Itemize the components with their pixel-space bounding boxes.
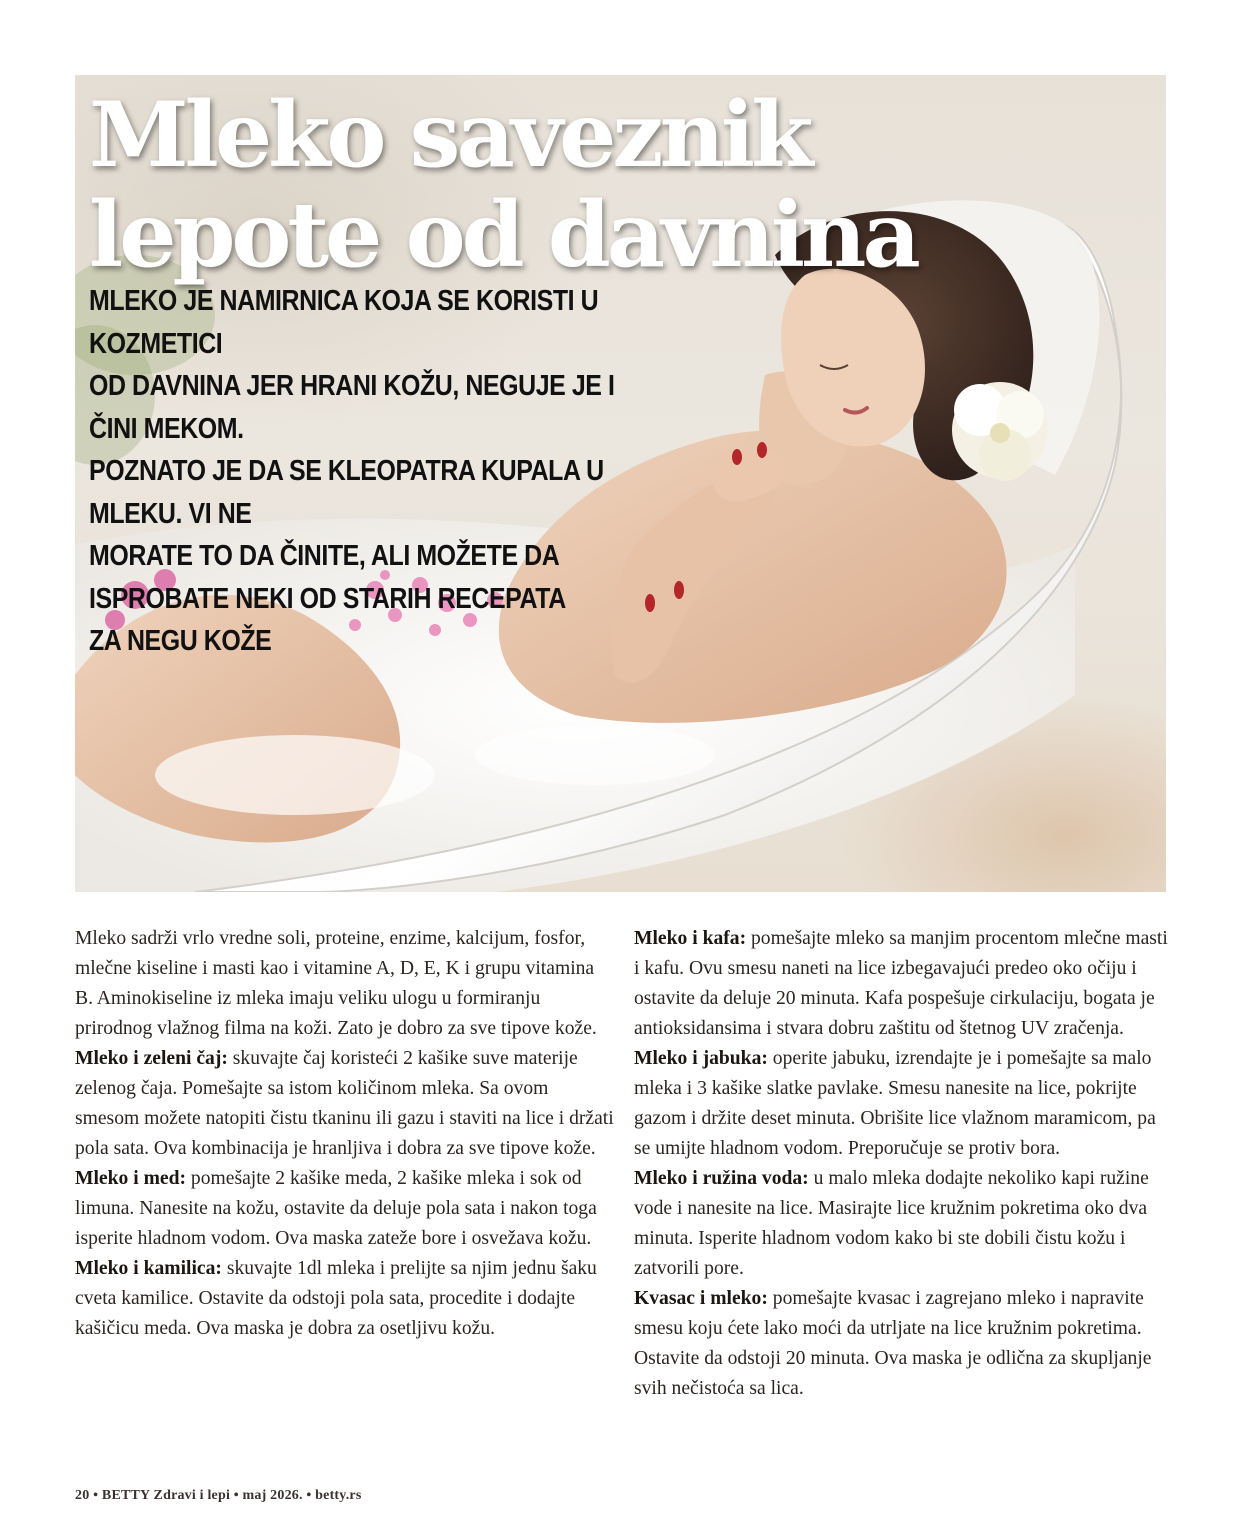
- recipe-text: pomešajte 2 kašike meda, 2 kašike mleka i sok od limuna. Nanesite na kožu, ostavite da deluje pola sata i nakon toga isperite hladnom vodom. Ova maska zateže bore i osvežava kožu.: [75, 1168, 597, 1249]
- recipe-apple: [634, 1044, 1169, 1164]
- article-lead: MLEKO JE NAMIRNICA KOJA SE KORISTI U KOZMETICI OD DAVNINA JER HRANI KOŽU, NEGUJE JE I ČINI MEKOM. POZNATO JE DA SE KLEOPATRA KUPALA U MLEKU. VI NE MORATE TO DA ČINITE, ALI MOŽETE DA ISPROBATE NEKI OD STARIH RECEPATA ZA NEGU KOŽE: [89, 285, 615, 657]
- recipe-chamomile: [75, 1254, 615, 1344]
- recipe-green-tea: [75, 1044, 615, 1164]
- recipe-coffee: [634, 924, 1169, 1044]
- recipe-text: operite jabuku, izrendajte je i pomešajte sa malo mleka i 3 kašike slatke pavlake. Smesu nanesite na lice, pokrijte gazom i držite deset minuta. Obrišite lice vlažnom maramicom, pa se umijte hladnom vodom. Preporučuje se protiv bora.: [634, 1048, 1156, 1159]
- left-column: [75, 924, 615, 1344]
- recipe-text: u malo mleka dodajte nekoliko kapi ružine vode i nanesite na lice. Masirajte lice kružnim pokretima oko dva minuta. Isperite hladnom vodom kako bi ste dobili čistu kožu i zatvorili pore.: [634, 1168, 1149, 1279]
- recipe-text: skuvajte čaj koristeći 2 kašike suve materije zelenog čaja. Pomešajte sa istom količinom mleka. Sa ovom smesom možete natopiti čistu tkaninu ili gazu i staviti na lice i držati pola sata. Ova kombinacija je hranljiva i dobra za sve tipove kože.: [75, 1048, 614, 1159]
- intro-paragraph: Mleko sadrži vrlo vredne soli, proteine, enzime, kalcijum, fosfor, mlečne kiseline i masti kao i vitamine A, D, E, K i grupu vitamina B. Aminokiseline iz mleka imaju veliku ulogu u formiranju prirodnog vlažnog filma na koži. Zato je dobro za sve tipove kože.: [75, 928, 597, 1039]
- recipe-yeast: [634, 1284, 1169, 1404]
- recipe-name: Mleko i jabuka:: [634, 1048, 768, 1069]
- right-column: [634, 924, 1169, 1404]
- recipe-name: Mleko i ružina voda:: [634, 1168, 809, 1189]
- recipe-name: Kvasac i mleko:: [634, 1288, 768, 1309]
- recipe-text: pomešajte mleko sa manjim procentom mlečne masti i kafu. Ovu smesu naneti na lice izbegavajući predeo oko očiju i ostavite da deluje 20 minuta. Kafa pospešuje cirkulaciju, bogata je antioksidansima i stvara dobru zaštitu od štetnog UV zračenja.: [634, 928, 1168, 1039]
- recipe-name: Mleko i zeleni čaj:: [75, 1048, 228, 1069]
- recipe-rose-water: [634, 1164, 1169, 1284]
- hero-photo: [75, 75, 1166, 892]
- recipe-name: Mleko i kafa:: [634, 928, 747, 949]
- article-title: Mleko saveznik lepote od davnina: [89, 82, 917, 288]
- recipe-text: pomešajte kvasac i zagrejano mleko i napravite smesu koju ćete lako moći da utrljate na lice kružnim pokretima. Ostavite da odstoji 20 minuta. Ova maska je odlična za skupljanje svih nečistoća sa lica.: [634, 1288, 1152, 1399]
- recipe-honey: [75, 1164, 615, 1254]
- recipe-name: Mleko i kamilica:: [75, 1258, 222, 1279]
- page-footer: 20 • BETTY Zdravi i lepi • maj 2026. • betty.rs: [75, 1488, 362, 1503]
- recipe-text: skuvajte 1dl mleka i prelijte sa njim jednu šaku cveta kamilice. Ostavite da odstoji pola sata, procedite i dodajte kašičicu meda. Ova maska je dobra za osetljivu kožu.: [75, 1258, 597, 1339]
- recipe-name: Mleko i med:: [75, 1168, 187, 1189]
